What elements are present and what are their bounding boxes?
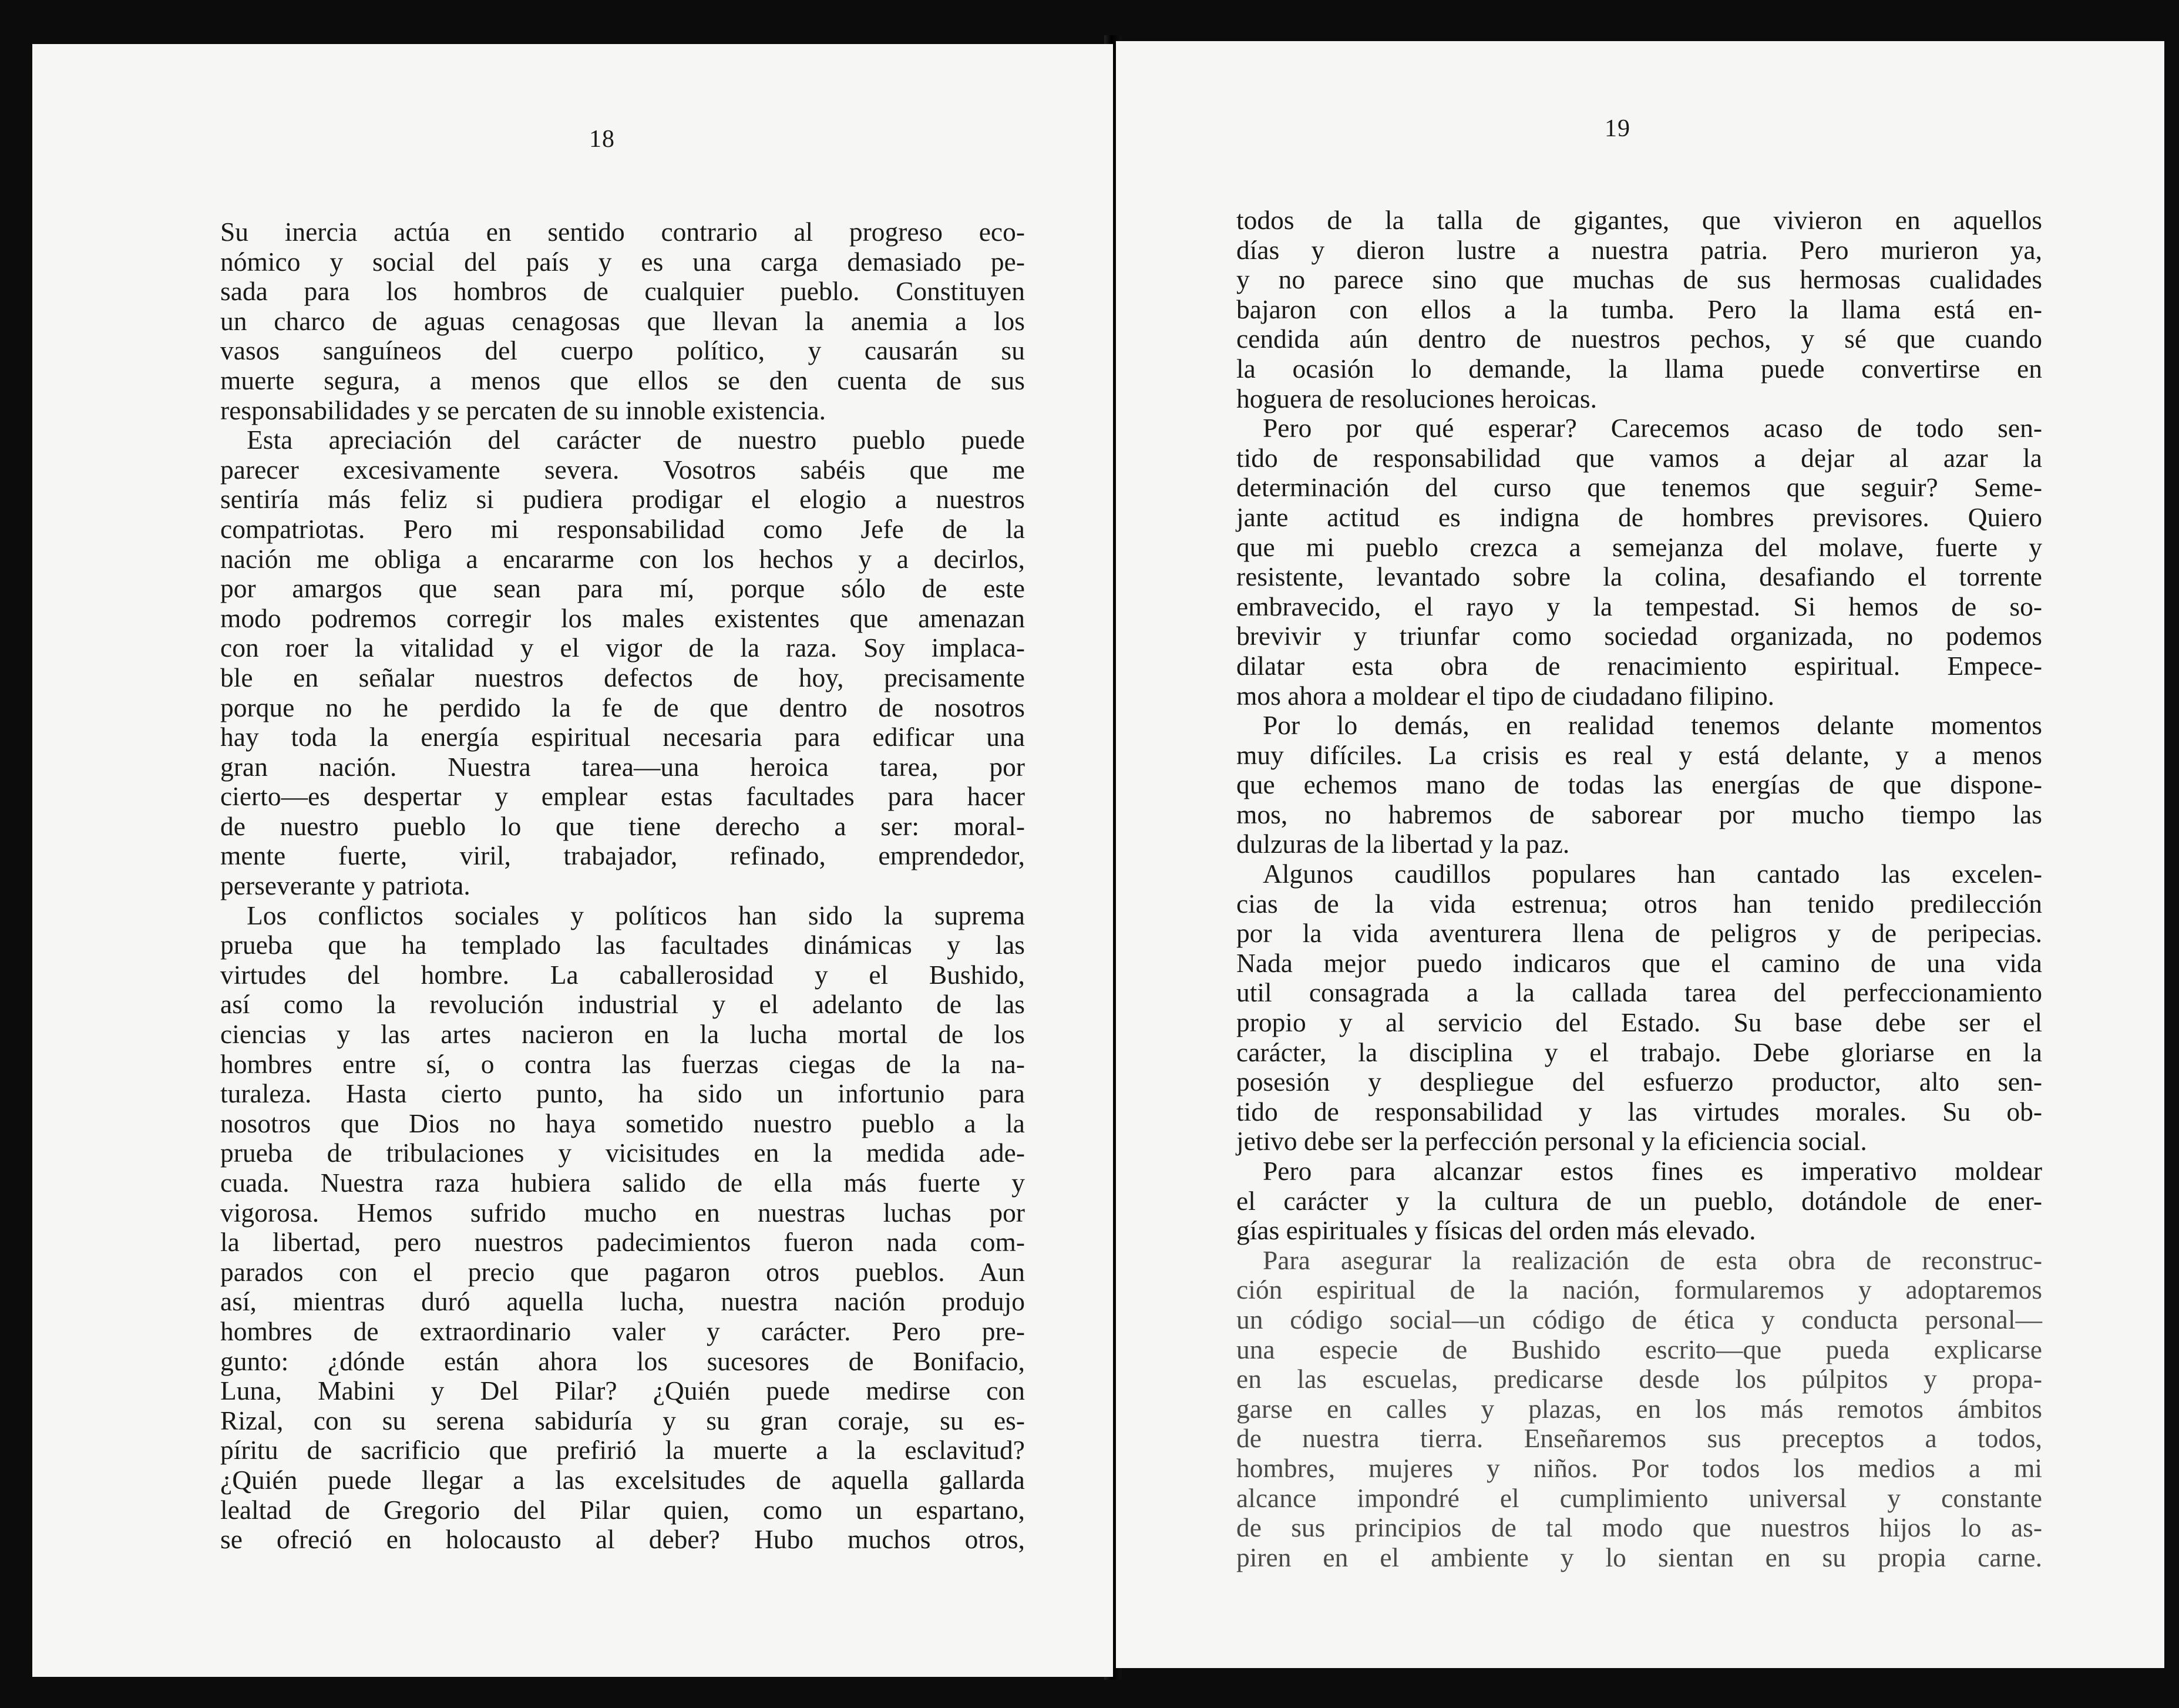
text-line: ble en señalar nuestros defectos de hoy, precisamente (220, 662, 1025, 692)
text-line: se ofreció en holocausto al deber? Hubo muchos otros, (220, 1524, 1025, 1555)
text-line: Luna, Mabini y Del Pilar? ¿Quién puede medirse con (220, 1376, 1025, 1406)
text-line: prueba que ha templado las facultades dinámicas y las (220, 930, 1025, 960)
text-line: prueba de tribulaciones y vicisitudes en la medida ade- (220, 1138, 1025, 1168)
text-line: gunto: ¿dónde están ahora los sucesores de Bonifacio, (220, 1346, 1025, 1376)
text-line: mente fuerte, viril, trabajador, refinado, emprendedor, (220, 840, 1025, 871)
text-line: vigorosa. Hemos sufrido mucho en nuestras luchas por (220, 1197, 1025, 1228)
left-page-text (220, 217, 1025, 1555)
right-page-text (1236, 206, 2042, 1572)
text-line: de nuestro pueblo lo que tiene derecho a ser: moral- (220, 811, 1025, 841)
text-line: Su inercia actúa en sentido contrario al progreso eco- (220, 217, 1025, 247)
text-line: piren en el ambiente y lo sientan en su propia carne. (1236, 1542, 2042, 1572)
text-line: Nada mejor puedo indicaros que el camino de una vida (1236, 947, 2042, 978)
text-line: el carácter y la cultura de un pueblo, dotándole de ener- (1236, 1185, 2042, 1216)
text-line: alcance impondré el cumplimiento universal y constante (1236, 1482, 2042, 1513)
text-line: Los conflictos sociales y políticos han sido la suprema (247, 900, 1025, 930)
text-line: un código social—un código de ética y conducta personal— (1236, 1304, 2042, 1334)
text-line: dilatar esta obra de renacimiento espiritual. Empece- (1236, 650, 2042, 681)
text-line: parecer excesivamente severa. Vosotros sabéis que me (220, 454, 1025, 485)
text-line: así como la revolución industrial y el adelanto de las (220, 989, 1025, 1020)
text-line: sada para los hombros de cualquier pueblo. Constituyen (220, 276, 1025, 307)
text-line: que mi pueblo crezca a semejanza del molave, fuerte y (1236, 532, 2042, 562)
text-line: con roer la vitalidad y el vigor de la raza. Soy implaca- (220, 633, 1025, 663)
text-line: Para asegurar la realización de esta obra de reconstruc- (1263, 1245, 2042, 1275)
text-line: jante actitud es indigna de hombres previsores. Quiero (1236, 502, 2042, 532)
text-line: lealtad de Gregorio del Pilar quien, como un espartano, (220, 1494, 1025, 1525)
text-line: hay toda la energía espiritual necesaria para edificar una (220, 722, 1025, 752)
text-line: y no parece sino que muchas de sus hermosas cualidades (1236, 264, 2042, 295)
text-line: muy difíciles. La crisis es real y está delante, y a menos (1236, 739, 2042, 770)
text-line: cierto—es despertar y emplear estas facultades para hacer (220, 781, 1025, 812)
text-line: util consagrada a la callada tarea del perfeccionamiento (1236, 977, 2042, 1008)
text-line: porque no he perdido la fe de que dentro de nosotros (220, 692, 1025, 722)
text-line: gías espirituales y físicas del orden más elevado. (1236, 1215, 1756, 1246)
text-line: muerte segura, a menos que ellos se den cuenta de sus (220, 365, 1025, 395)
text-line: en las escuelas, predicarse desde los púlpitos y propa- (1236, 1364, 2042, 1394)
text-line: por la vida aventurera llena de peligros y de peripecias. (1236, 918, 2042, 949)
text-line: Pero para alcanzar estos fines es imperativo moldear (1263, 1156, 2042, 1186)
text-line: Rizal, con su serena sabiduría y su gran coraje, su es- (220, 1405, 1025, 1435)
page-number-left: 18 (589, 126, 615, 153)
text-line: brevivir y triunfar como sociedad organizada, no podemos (1236, 621, 2042, 651)
text-line: perseverante y patriota. (220, 870, 470, 901)
text-line: nosotros que Dios no haya sometido nuestro pueblo a la (220, 1108, 1025, 1138)
text-line: turaleza. Hasta cierto punto, ha sido un infortunio para (220, 1078, 1025, 1109)
text-line: así, mientras duró aquella lucha, nuestra nación produjo (220, 1286, 1025, 1317)
text-line: mos ahora a moldear el tipo de ciudadano filipino. (1236, 680, 1775, 711)
text-line: sentiría más feliz si pudiera prodigar el elogio a nuestros (220, 484, 1025, 515)
text-line: ción espiritual de la nación, formularemos y adoptaremos (1236, 1275, 2042, 1305)
text-line: mos, no habremos de saborear por mucho tiempo las (1236, 799, 2042, 829)
text-line: modo podremos corregir los males existentes que amenazan (220, 603, 1025, 633)
text-line: tido de responsabilidad y las virtudes morales. Su ob- (1236, 1096, 2042, 1127)
text-line: Algunos caudillos populares han cantado las excelen- (1263, 859, 2042, 889)
text-line: Pero por qué esperar? Carecemos acaso de todo sen- (1263, 413, 2042, 443)
text-line: compatriotas. Pero mi responsabilidad como Jefe de la (220, 513, 1025, 544)
text-line: dulzuras de la libertad y la paz. (1236, 829, 1570, 859)
page-number-right: 19 (1605, 115, 1630, 142)
text-line: posesión y despliegue del esfuerzo productor, alto sen- (1236, 1067, 2042, 1097)
text-line: cuada. Nuestra raza hubiera salido de ella más fuerte y (220, 1168, 1025, 1198)
text-line: tido de responsabilidad que vamos a dejar al azar la (1236, 442, 2042, 473)
text-line: embravecido, el rayo y la tempestad. Si hemos de so- (1236, 591, 2042, 621)
text-line: garse en calles y plazas, en los más remotos ámbitos (1236, 1393, 2042, 1424)
text-line: responsabilidades y se percaten de su innoble existencia. (220, 395, 826, 425)
text-line: hombres, mujeres y niños. Por todos los medios a mi (1236, 1453, 2042, 1483)
text-line: resistente, levantado sobre la colina, desafiando el torrente (1236, 562, 2042, 592)
right-page (1116, 41, 2164, 1668)
text-line: Esta apreciación del carácter de nuestro pueblo puede (247, 425, 1025, 455)
text-line: ¿Quién puede llegar a las excelsitudes de aquella gallarda (220, 1464, 1025, 1495)
text-line: días y dieron lustre a nuestra patria. Pero murieron ya, (1236, 234, 2042, 265)
text-line: que echemos mano de todas las energías de que dispone- (1236, 769, 2042, 800)
text-line: carácter, la disciplina y el trabajo. Debe gloriarse en la (1236, 1037, 2042, 1067)
text-line: de nuestra tierra. Enseñaremos sus preceptos a todos, (1236, 1423, 2042, 1454)
text-line: propio y al servicio del Estado. Su base debe ser el (1236, 1007, 2042, 1038)
text-line: hoguera de resoluciones heroicas. (1236, 383, 1598, 413)
text-line: píritu de sacrificio que prefirió la muerte a la esclavitud? (220, 1435, 1025, 1465)
text-line: nación me obliga a encararme con los hechos y a decirlos, (220, 543, 1025, 574)
text-line: la libertad, pero nuestros padecimientos fueron nada com- (220, 1227, 1025, 1258)
text-line: de sus principios de tal modo que nuestros hijos lo as- (1236, 1512, 2042, 1543)
text-line: nómico y social del país y es una carga demasiado pe- (220, 246, 1025, 277)
text-line: un charco de aguas cenagosas que llevan la anemia a los (220, 305, 1025, 336)
left-page (32, 44, 1113, 1677)
text-line: cendida aún dentro de nuestros pechos, y sé que cuando (1236, 324, 2042, 354)
text-line: vasos sanguíneos del cuerpo político, y causarán su (220, 335, 1025, 366)
text-line: cias de la vida estrenua; otros han tenido predilección (1236, 888, 2042, 919)
text-line: Por lo demás, en realidad tenemos delante momentos (1263, 710, 2042, 741)
text-line: la ocasión lo demande, la llama puede convertirse en (1236, 353, 2042, 384)
text-line: hombres entre sí, o contra las fuerzas ciegas de la na- (220, 1048, 1025, 1079)
text-line: todos de la talla de gigantes, que vivieron en aquellos (1236, 205, 2042, 235)
text-line: parados con el precio que pagaron otros pueblos. Aun (220, 1256, 1025, 1287)
text-line: por amargos que sean para mí, porque sólo de este (220, 573, 1025, 604)
text-line: hombres de extraordinario valer y carácter. Pero pre- (220, 1316, 1025, 1346)
text-line: bajaron con ellos a la tumba. Pero la llama está en- (1236, 294, 2042, 324)
text-line: una especie de Bushido escrito—que pueda explicarse (1236, 1334, 2042, 1364)
text-line: determinación del curso que tenemos que seguir? Seme- (1236, 472, 2042, 503)
text-line: virtudes del hombre. La caballerosidad y el Bushido, (220, 959, 1025, 990)
text-line: ciencias y las artes nacieron en la lucha mortal de los (220, 1019, 1025, 1050)
text-line: gran nación. Nuestra tarea—una heroica tarea, por (220, 751, 1025, 782)
text-line: jetivo debe ser la perfección personal y la eficiencia social. (1236, 1126, 1867, 1156)
